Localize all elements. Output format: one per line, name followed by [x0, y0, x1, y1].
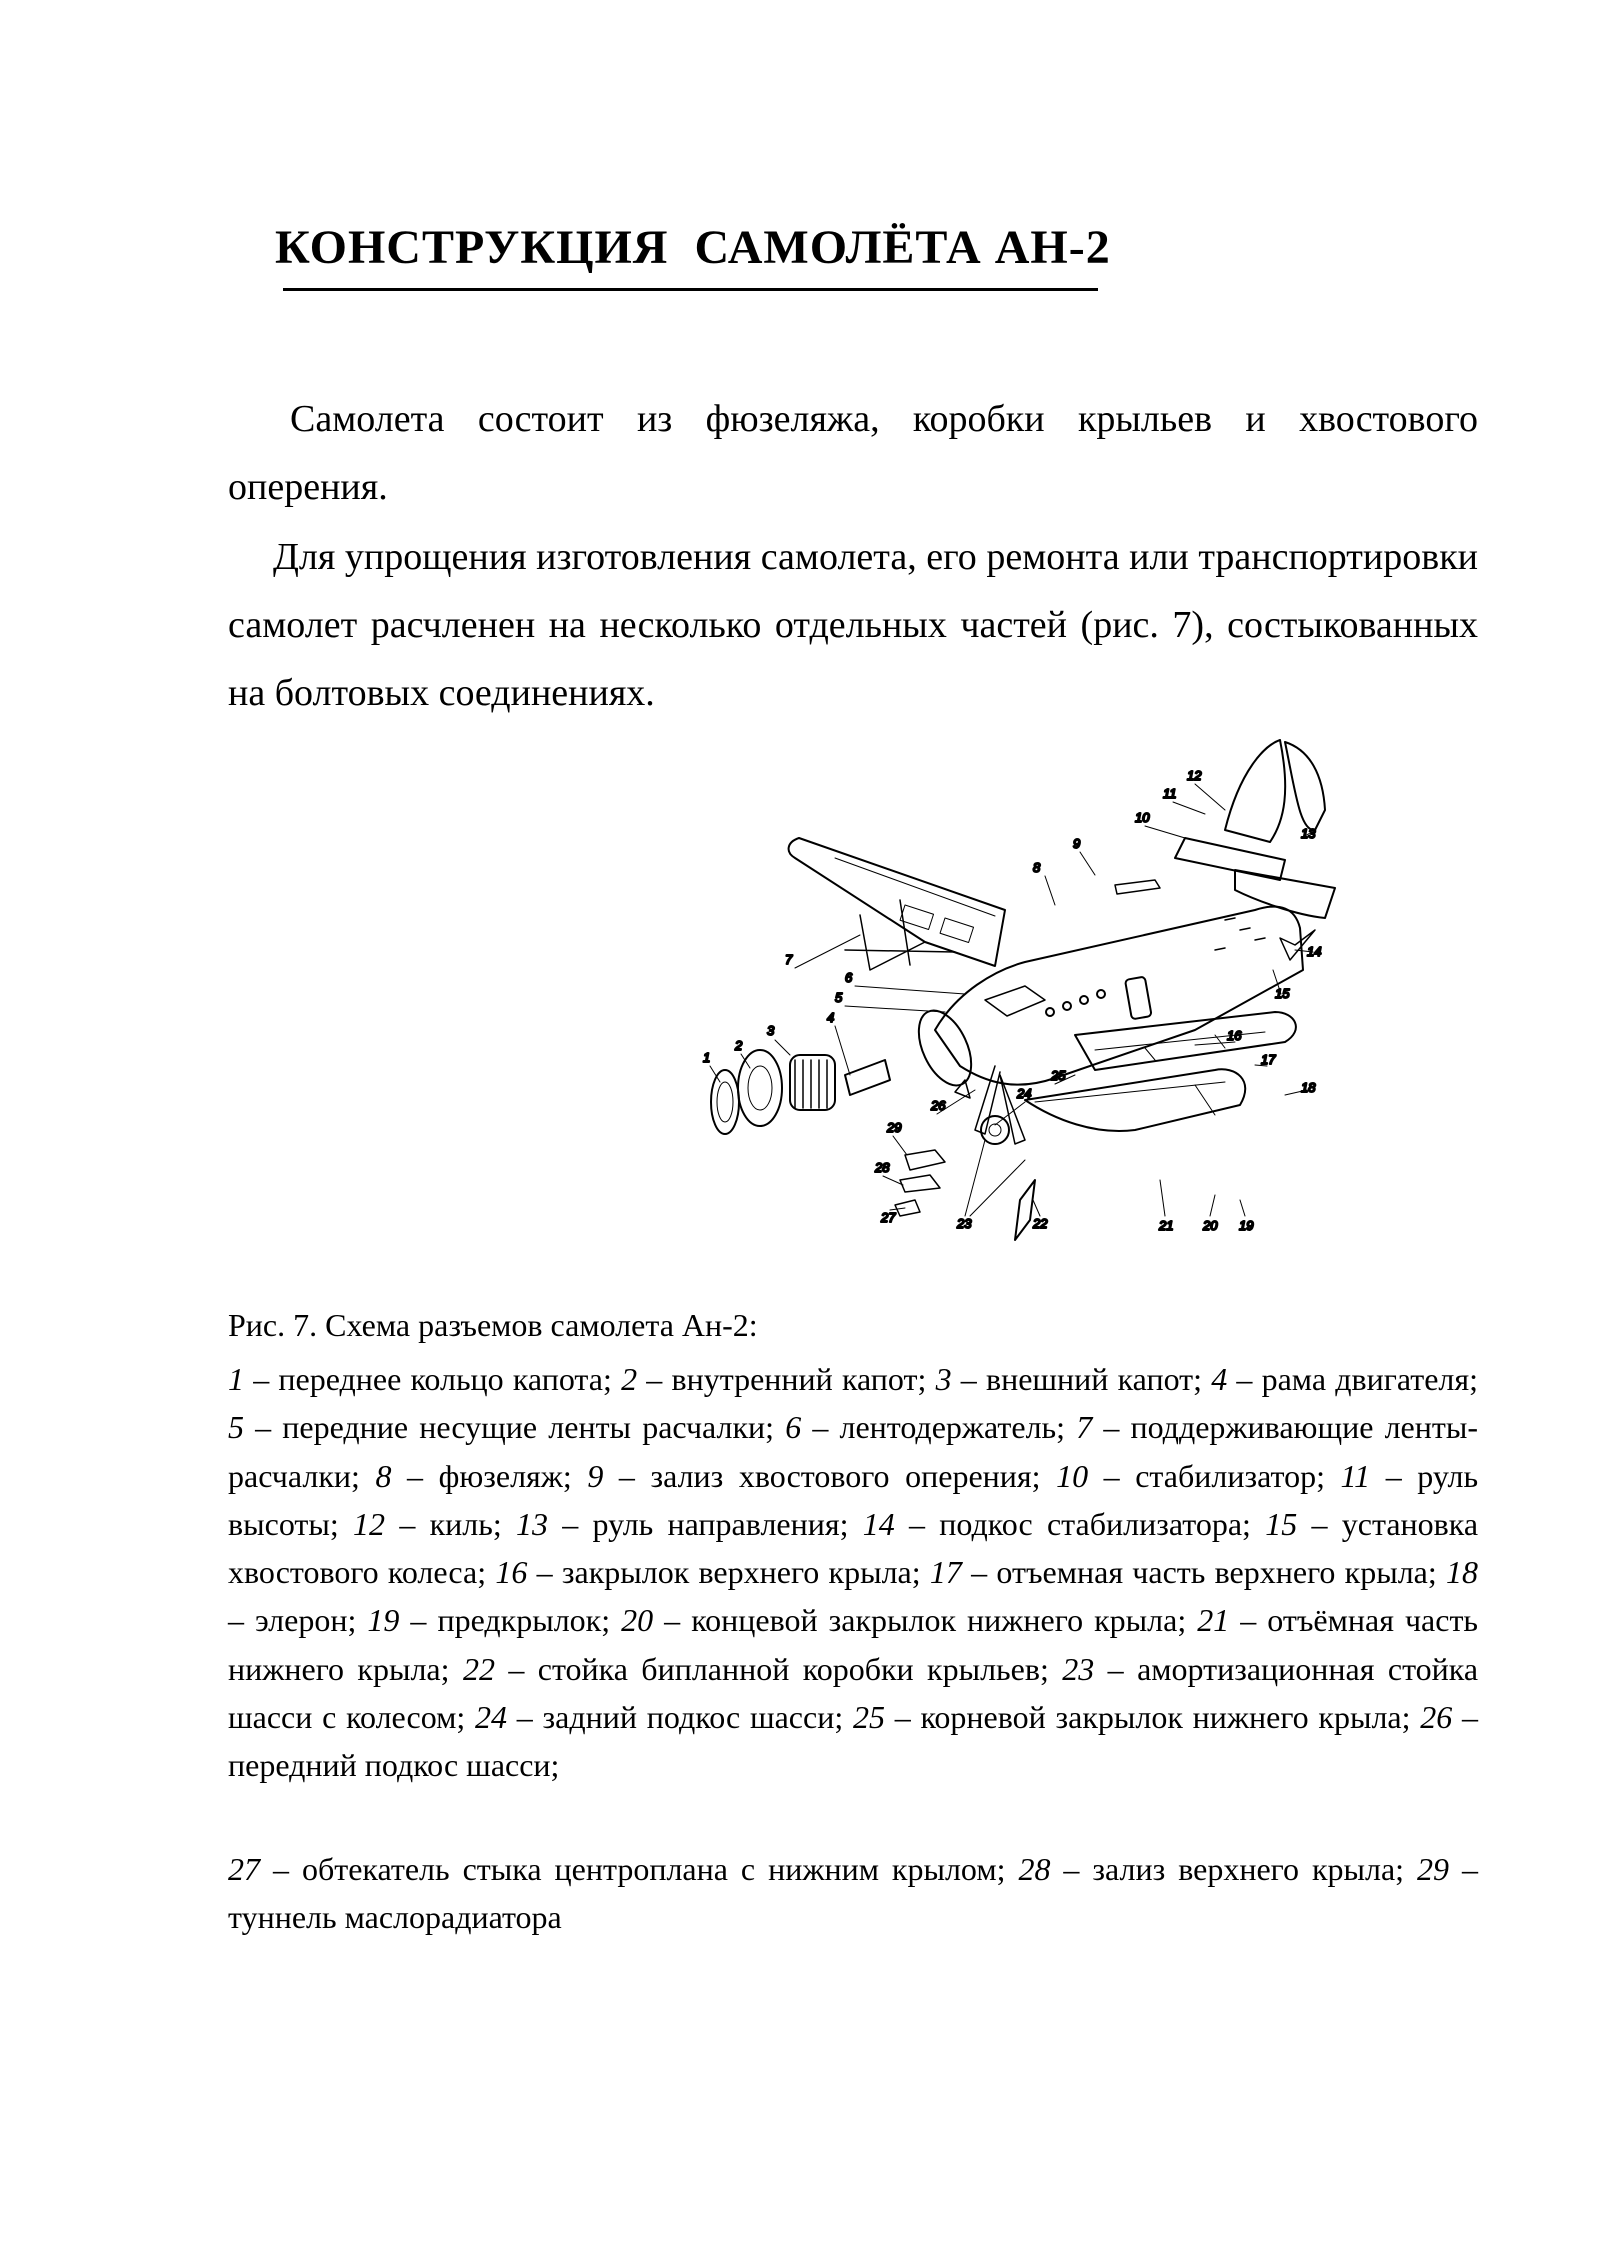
legend-text: – руль направления;: [547, 1505, 863, 1542]
legend-text: – закрылок верхнего крыла;: [527, 1554, 930, 1591]
legend-text: – внешний капот;: [951, 1361, 1212, 1397]
legend-text: – поддерживающие ленты-расчалки;: [228, 1409, 1479, 1494]
legend-text: – обтекатель стыка центроплана с нижним крылом;: [260, 1851, 1019, 1887]
legend-text: – лентодержатель;: [801, 1409, 1077, 1446]
legend-text: – передний подкос шасси;: [228, 1699, 1478, 1784]
figure-caption-title: Рис. 7. Схема разъемов самолета Ан-2:: [228, 1307, 758, 1343]
legend-number: 14: [862, 1505, 895, 1542]
cowl-ring: [711, 1070, 739, 1134]
legend-number: 19: [367, 1602, 400, 1639]
legend-text: – предкрылок;: [399, 1602, 622, 1639]
legend-number: 3: [935, 1361, 952, 1397]
callout-2: 2: [735, 1038, 743, 1053]
legend-number: 12: [353, 1505, 386, 1542]
legend-number: 11: [1340, 1457, 1371, 1494]
callout-8: 8: [1033, 860, 1041, 875]
legend-number: 7: [1076, 1409, 1093, 1446]
legend-number: 10: [1056, 1457, 1089, 1494]
figure-legend: [228, 1355, 1478, 1790]
legend-text: – переднее кольцо капота;: [244, 1361, 622, 1397]
callout-6: 6: [845, 970, 853, 985]
inner-cowl: [738, 1050, 782, 1126]
callout-26: 26: [931, 1098, 946, 1113]
legend-number: 24: [475, 1699, 508, 1736]
title-underline: [283, 288, 1098, 291]
legend-number: 16: [495, 1554, 528, 1591]
callout-13: 13: [1301, 826, 1316, 841]
callout-7: 7: [785, 952, 793, 967]
legend-text: – фюзеляж;: [391, 1457, 588, 1494]
callout-19: 19: [1239, 1218, 1254, 1233]
legend-number: 18: [1446, 1554, 1479, 1591]
legend-number: 26: [1420, 1699, 1453, 1736]
legend-text: – киль;: [385, 1505, 516, 1542]
legend-text: – зализ хвостового оперения;: [603, 1457, 1057, 1494]
callout-17: 17: [1261, 1052, 1276, 1067]
paragraph-1: Самолета состоит из фюзеляжа, коробки крыльев и хвостового оперения.: [228, 398, 1478, 508]
legend-number: 2: [621, 1361, 638, 1397]
callout-11: 11: [1163, 786, 1177, 801]
callout-29: 29: [887, 1120, 902, 1135]
callout-15: 15: [1275, 986, 1290, 1001]
legend-number: 15: [1265, 1505, 1298, 1542]
callout-25: 25: [1051, 1068, 1066, 1083]
legend-number: 29: [1417, 1851, 1450, 1887]
stabilizer: [1175, 838, 1285, 880]
legend-text: – зализ верхнего крыла;: [1050, 1851, 1418, 1887]
vertical-fin: [1225, 740, 1285, 842]
callout-12: 12: [1187, 768, 1202, 783]
callout-4: 4: [827, 1010, 835, 1025]
legend-text: – концевой закрылок нижнего крыла;: [653, 1602, 1198, 1639]
legend-number: 25: [852, 1699, 885, 1736]
legend-text: – элерон;: [228, 1602, 368, 1639]
legend-text: – передние несущие ленты расчалки;: [244, 1409, 786, 1446]
legend-number: 22: [462, 1650, 495, 1687]
callout-24: 24: [1017, 1086, 1032, 1101]
legend-number: 4: [1211, 1361, 1228, 1397]
legend-text: – подкос стабилизатора;: [894, 1505, 1266, 1542]
figure-legend-continued: [228, 1845, 1478, 1942]
legend-number: 27: [228, 1851, 260, 1887]
legend-number: 5: [228, 1409, 244, 1446]
legend-text: – отъемная часть верхнего крыла;: [961, 1554, 1447, 1591]
paragraph-2: Для упрощения изготовления самолета, его ремонта или транспортировки самолет расчленен на несколько отдельных частей (рис. 7), состыкованных на болтовых соединениях.: [228, 536, 1478, 714]
legend-text: – отъёмная часть нижнего крыла;: [228, 1602, 1479, 1687]
callout-18: 18: [1301, 1080, 1316, 1095]
callout-28: 28: [875, 1160, 890, 1175]
page-title: КОНСТРУКЦИЯ САМОЛЁТА АН-2: [275, 221, 1111, 274]
legend-text: – амортизационная стойка шасси с колесом;: [228, 1650, 1479, 1736]
callout-16: 16: [1227, 1028, 1242, 1043]
callout-5: 5: [835, 990, 843, 1005]
biplane-strut: [1015, 1180, 1035, 1240]
callout-23: 23: [957, 1216, 972, 1231]
legend-number: 17: [929, 1554, 962, 1591]
callout-21: 21: [1159, 1218, 1174, 1233]
legend-number: 9: [587, 1457, 604, 1494]
legend-number: 21: [1197, 1602, 1230, 1639]
legend-number: 8: [375, 1457, 392, 1494]
engine-cylinders: [790, 1055, 835, 1110]
callout-27: 27: [881, 1210, 896, 1225]
an2-exploded-diagram: [695, 730, 1345, 1250]
legend-text: – туннель маслорадиатора: [228, 1851, 1479, 1936]
legend-text: – корневой закрылок нижнего крыла;: [884, 1699, 1421, 1736]
callout-9: 9: [1073, 836, 1081, 851]
engine-mount: [845, 1060, 890, 1095]
callout-20: 20: [1203, 1218, 1218, 1233]
diagram-svg: [695, 730, 1345, 1250]
callout-3: 3: [767, 1023, 775, 1038]
callout-22: 22: [1033, 1216, 1048, 1231]
rudder: [1285, 742, 1325, 830]
legend-number: 13: [515, 1505, 548, 1542]
wing-struts: [845, 900, 955, 970]
legend-number: 1: [228, 1361, 244, 1397]
legend-number: 23: [1062, 1650, 1095, 1687]
legend-text: – стойка бипланной коробки крыльев;: [494, 1650, 1063, 1687]
legend-number: 28: [1018, 1851, 1051, 1887]
callout-14: 14: [1307, 944, 1322, 959]
callout-1: 1: [703, 1050, 711, 1065]
legend-text: – установка хвостового колеса;: [228, 1505, 1479, 1591]
legend-text: – рама двигателя;: [1227, 1361, 1479, 1397]
callout-10: 10: [1135, 810, 1150, 825]
legend-text: – стабилизатор;: [1088, 1457, 1341, 1494]
legend-text: – внутренний капот;: [637, 1361, 936, 1397]
legend-text: – задний подкос шасси;: [507, 1699, 853, 1736]
legend-number: 6: [785, 1409, 802, 1446]
upper-left-wing: [789, 838, 1005, 966]
fuselage: [935, 907, 1303, 1085]
legend-text: – руль высоты;: [228, 1457, 1479, 1542]
legend-number: 20: [621, 1602, 654, 1639]
